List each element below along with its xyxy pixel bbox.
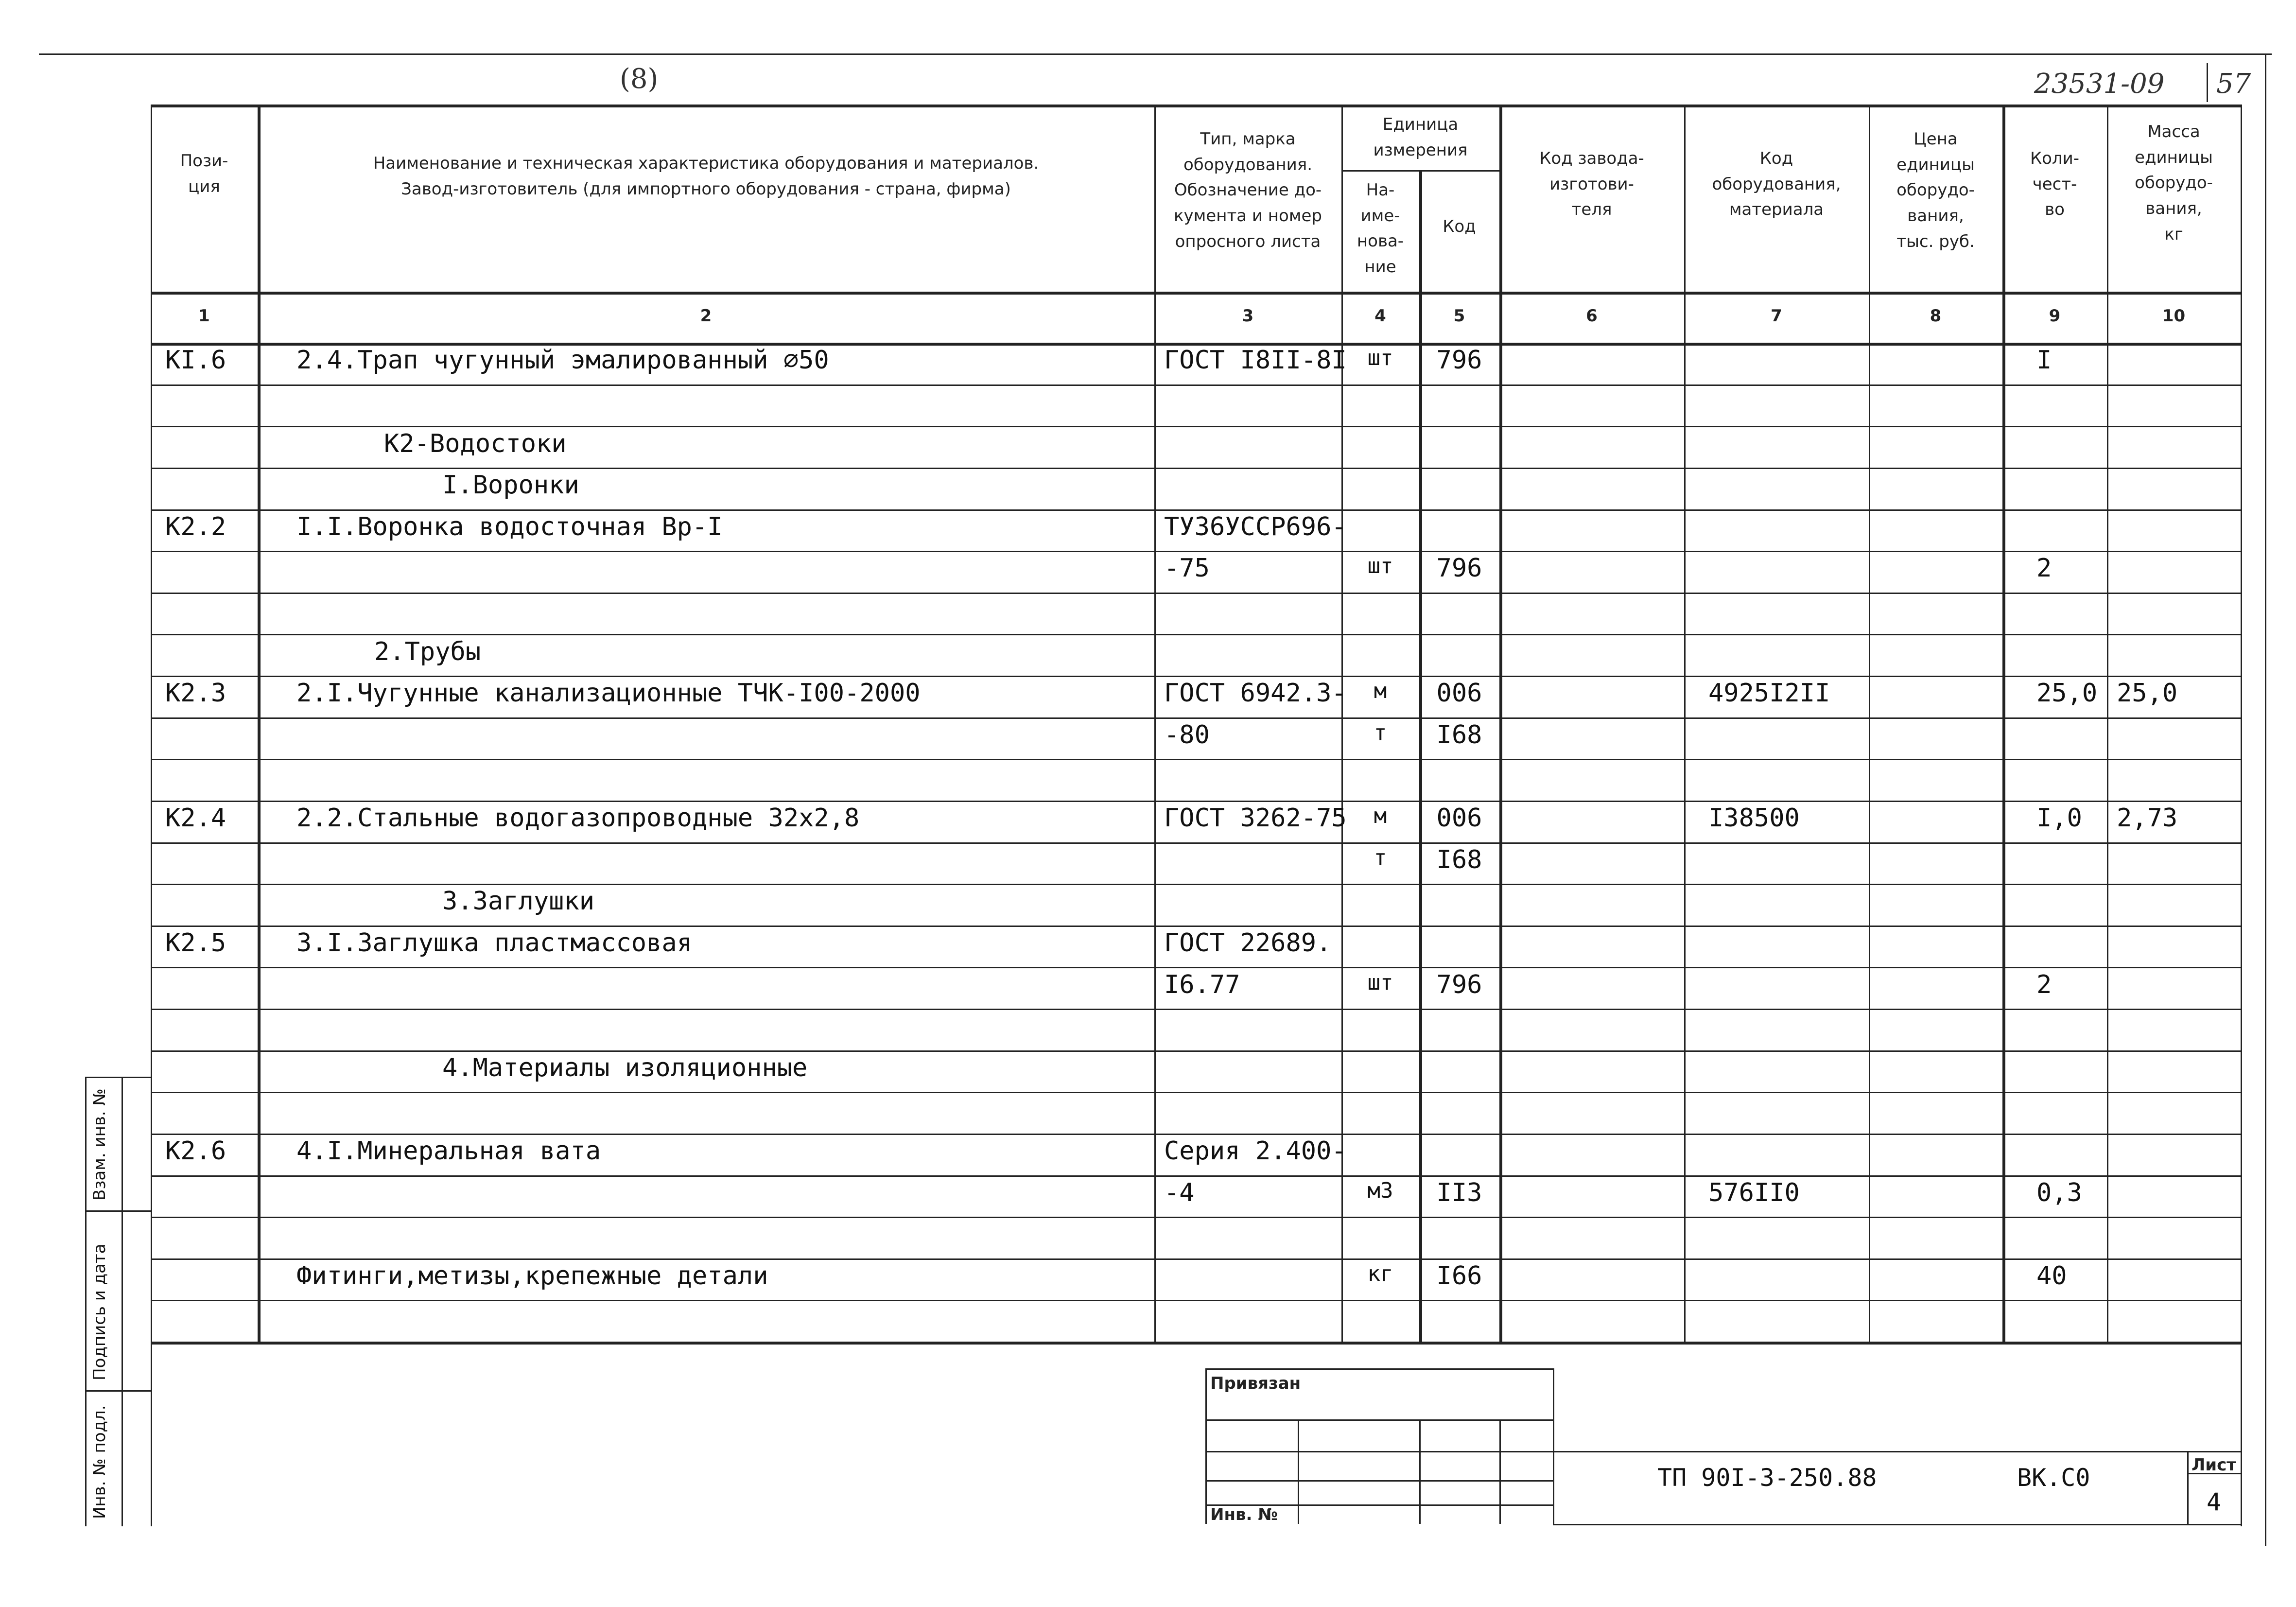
document-number: 23531-09 xyxy=(2034,68,2165,100)
row-divider xyxy=(151,1134,2241,1135)
column-line xyxy=(2241,105,2242,1342)
unit-cell: шт xyxy=(1367,346,1393,370)
row-divider xyxy=(151,1009,2241,1010)
column-line xyxy=(1684,105,1686,1342)
column-number: 5 xyxy=(1453,306,1465,326)
column-line xyxy=(1499,105,1502,1342)
row-divider xyxy=(151,551,2241,552)
section-code: ВК.С0 xyxy=(2017,1464,2090,1492)
type-cell: Серия 2.400- xyxy=(1164,1136,1347,1166)
column-line xyxy=(1869,105,1870,1342)
code-cell: I66 xyxy=(1436,1261,1482,1291)
stamp-col xyxy=(1499,1419,1501,1524)
stamp-inventory-label: Инв. № xyxy=(1210,1505,1278,1524)
position-cell: К2.6 xyxy=(165,1136,226,1166)
row-divider xyxy=(151,717,2241,719)
position-cell: К2.2 xyxy=(165,512,226,541)
row-divider xyxy=(151,509,2241,511)
name-cell: 4.I.Минеральная вата xyxy=(296,1136,601,1166)
mass-cell: 2,73 xyxy=(2117,804,2178,833)
side-label-signature: Подпись и дата xyxy=(90,1243,109,1380)
row-divider xyxy=(151,384,2241,386)
code-cell: 796 xyxy=(1436,346,1482,375)
side-stamp-inner xyxy=(122,1077,123,1526)
side-stamp-rule xyxy=(85,1077,151,1078)
type-cell: -80 xyxy=(1164,720,1210,750)
qty-cell: 2 xyxy=(2036,554,2052,583)
qty-cell: 0,3 xyxy=(2036,1178,2082,1207)
type-cell: I6.77 xyxy=(1164,970,1240,999)
name-cell: 2.Трубы xyxy=(374,637,481,666)
unit-cell: шт xyxy=(1367,554,1393,578)
column-line xyxy=(2107,105,2108,1342)
qty-cell: I,0 xyxy=(2036,804,2082,833)
row-divider xyxy=(151,842,2241,844)
header-col2: Наименование и техническая характеристика оборудования и материалов. Завод-изготовитель (для импортного оборудования - страна, фирма) xyxy=(373,154,1039,199)
name-cell: Фитинги,метизы,крепежные детали xyxy=(296,1261,768,1291)
top-border xyxy=(39,53,2272,55)
header-col6: Код завода- изготови- теля xyxy=(1539,149,1644,220)
column-number: 4 xyxy=(1374,306,1386,326)
row-divider xyxy=(151,634,2241,635)
unit-cell: т xyxy=(1374,720,1387,745)
header-bottom-rule xyxy=(151,292,2241,295)
code-cell: 796 xyxy=(1436,554,1482,583)
row-divider xyxy=(151,426,2241,427)
code-cell: I68 xyxy=(1436,720,1482,750)
unit-cell: м xyxy=(1374,804,1387,828)
type-cell: ГОСТ 6942.3- xyxy=(1164,679,1347,708)
row-divider xyxy=(151,1300,2241,1301)
header-col7: Код оборудования, материала xyxy=(1712,149,1841,220)
name-cell: 2.4.Трап чугунный эмалированный ∅50 xyxy=(296,346,829,375)
header-col4: На- име- нова- ние xyxy=(1357,180,1404,277)
header-col3: Тип, марка оборудования. Обозначение до- кумента и номер опросного листа xyxy=(1174,129,1322,251)
row-divider xyxy=(151,967,2241,968)
side-stamp-left xyxy=(85,1077,87,1526)
right-border xyxy=(2265,53,2266,1546)
column-number: 9 xyxy=(2049,306,2061,326)
name-cell: 2.I.Чугунные канализационные ТЧК-I00-2000 xyxy=(296,679,921,708)
row-divider xyxy=(151,1175,2241,1177)
type-cell: ГОСТ 22689. xyxy=(1164,928,1332,958)
code-cell: 006 xyxy=(1436,804,1482,833)
type-cell: ГОСТ 3262-75 xyxy=(1164,804,1347,833)
mass-cell: 25,0 xyxy=(2117,679,2178,708)
stamp-col xyxy=(1419,1419,1421,1524)
row-divider xyxy=(151,884,2241,885)
header-top-rule xyxy=(151,105,2241,107)
column-number: 6 xyxy=(1586,306,1598,326)
unit-cell: м xyxy=(1374,679,1387,703)
column-number: 3 xyxy=(1242,306,1254,326)
unit-cell: шт xyxy=(1367,970,1393,995)
column-line xyxy=(258,105,261,1342)
row-divider xyxy=(151,801,2241,802)
position-cell: К2.3 xyxy=(165,679,226,708)
sheet-label: Лист xyxy=(2192,1455,2236,1475)
name-cell: I.I.Воронка водосточная Вр-I xyxy=(296,512,723,541)
name-cell: 3.Заглушки xyxy=(442,887,595,916)
qty-cell: I xyxy=(2036,346,2052,375)
stamp-doc-bottom xyxy=(1553,1524,2241,1525)
name-cell: 4.Материалы изоляционные xyxy=(442,1053,808,1083)
qty-cell: 25,0 xyxy=(2036,679,2098,708)
code-cell: II3 xyxy=(1436,1178,1482,1207)
row-divider xyxy=(151,1258,2241,1260)
side-stamp-rule xyxy=(85,1210,151,1212)
body-bottom-rule xyxy=(151,1342,2241,1345)
row-divider xyxy=(151,1217,2241,1218)
column-line xyxy=(151,105,152,1342)
row-divider xyxy=(151,926,2241,927)
position-cell: КI.6 xyxy=(165,346,226,375)
column-number: 8 xyxy=(1930,306,1942,326)
name-cell: 2.2.Стальные водогазопроводные 32х2,8 xyxy=(296,804,860,833)
header-col10: Масса единицы оборудо- вания, кг xyxy=(2135,122,2213,244)
name-cell: К2-Водостоки xyxy=(384,429,567,458)
row-divider xyxy=(151,1092,2241,1093)
column-number: 2 xyxy=(700,306,712,326)
frame-right-lower xyxy=(2241,1342,2242,1526)
stamp-top xyxy=(1205,1368,1553,1370)
position-cell: К2.4 xyxy=(165,804,226,833)
name-cell: 3.I.Заглушка пластмассовая xyxy=(296,928,692,958)
side-label-original: Инв. № подл. xyxy=(90,1405,109,1519)
corner-divider xyxy=(2207,63,2208,102)
row-divider xyxy=(151,1050,2241,1052)
header-col9: Коли- чест- во xyxy=(2030,149,2080,220)
type-cell: ГОСТ I8II-8I xyxy=(1164,346,1347,375)
stamp-left xyxy=(1205,1368,1207,1524)
stamp-doc-top xyxy=(1553,1451,2241,1452)
qty-cell: 40 xyxy=(2036,1261,2067,1291)
type-cell: -4 xyxy=(1164,1178,1195,1207)
qty-cell: 2 xyxy=(2036,970,2052,999)
code-cell: 796 xyxy=(1436,970,1482,999)
column-number: 1 xyxy=(198,306,210,326)
name-cell: I.Воронки xyxy=(442,471,579,500)
stamp-col xyxy=(1298,1419,1299,1524)
type-cell: -75 xyxy=(1164,554,1210,583)
header-col5: Код xyxy=(1443,217,1476,236)
side-label-replacement: Взам. инв. № xyxy=(90,1088,109,1201)
unit-subheader-rule xyxy=(1341,170,1499,172)
equip-cell: I38500 xyxy=(1708,804,1800,833)
page-corner-number: 57 xyxy=(2216,68,2251,100)
code-cell: 006 xyxy=(1436,679,1482,708)
column-line xyxy=(1154,105,1156,1342)
equip-cell: 4925I2II xyxy=(1708,679,1830,708)
column-number: 10 xyxy=(2162,306,2186,326)
unit-cell: кг xyxy=(1367,1261,1393,1286)
stamp-attached-label: Привязан xyxy=(1210,1374,1301,1393)
column-line xyxy=(2002,105,2005,1342)
sheet-number: 4 xyxy=(2206,1488,2222,1516)
stamp-right xyxy=(1553,1368,1554,1524)
unit-cell: м3 xyxy=(1367,1178,1393,1203)
column-line xyxy=(1419,170,1422,1342)
row-divider xyxy=(151,593,2241,594)
row-divider xyxy=(151,468,2241,469)
code-cell: I68 xyxy=(1436,845,1482,874)
row-divider xyxy=(151,759,2241,760)
side-stamp-rule xyxy=(85,1390,151,1392)
type-cell: ТУ36УССР696- xyxy=(1164,512,1347,541)
header-col8: Цена единицы оборудо- вания, тыс. руб. xyxy=(1896,129,1975,251)
header-col45: Единица измерения xyxy=(1373,115,1468,160)
unit-cell: т xyxy=(1374,845,1387,870)
position-cell: К2.5 xyxy=(165,928,226,958)
row-divider xyxy=(151,676,2241,677)
equip-cell: 576II0 xyxy=(1708,1178,1800,1207)
column-number: 7 xyxy=(1771,306,1782,326)
header-col1: Пози- ция xyxy=(180,151,228,196)
sheet-mark: (8) xyxy=(620,63,659,95)
document-code: ТП 90I-3-250.88 xyxy=(1657,1464,1877,1492)
